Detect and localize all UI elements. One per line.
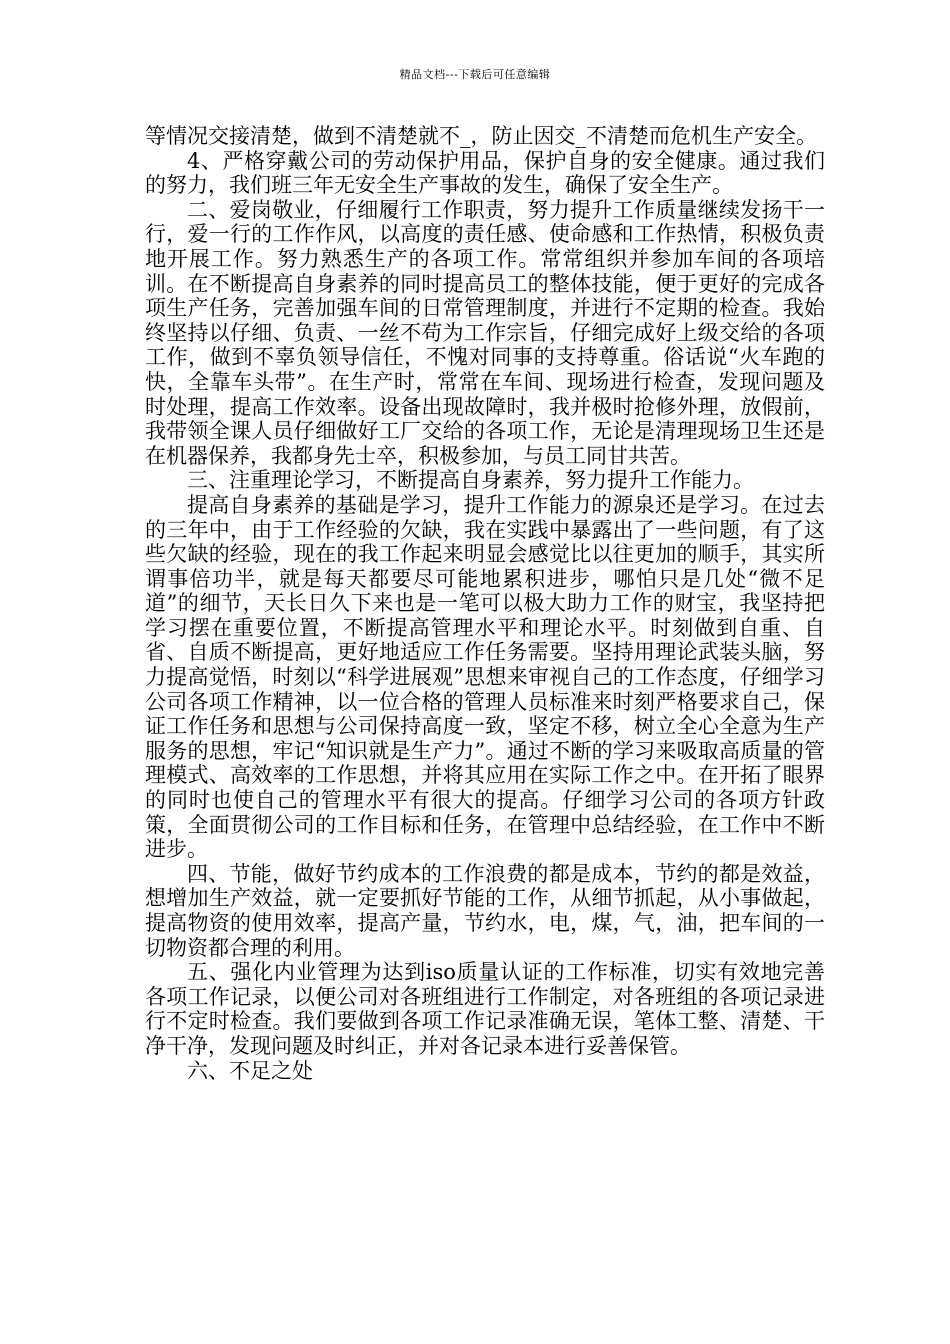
paragraph-section-2: 二、爱岗敬业，仔细履行工作职责，努力提升工作质量继续发扬干一行，爱一行的工作作风，以高度的责任感、使命感和工作热情，积极负责地开展工作。努力熟悉生产的各项工作。常常组织并参加车间的各项培训。在不断提高自身素养的同时提高员工的整体技能，便于更好的完成各项生产任务，完善加强车间的日常管理制度，并进行不定期的检查。我始终坚持以仔细、负责、一丝不苟为工作宗旨，仔细完成好上级交给的各项工作，做到不辜负领导信任，不愧对同事的支持尊重。俗话说“火车跑的快，全靠车头带”。在生产时，常常在车间、现场进行检查，发现问题及时处理，提高工作效率。设备出现故障时，我并极时抢修外理，放假前，我带领全课人员仔细做好工厂交给的各项工作，无论是清理现场卫生还是在机器保养，我都身先士卒，积极参加，与员工同甘共苦。 — [145, 197, 825, 468]
page-header: 精品文档---下载后可任意编辑 — [399, 68, 551, 81]
paragraph-section-4: 四、节能，做好节约成本的工作浪费的都是成本，节约的都是效益，想增加生产效益，就一定要抓好节能的工作，从细节抓起，从小事做起，提高物资的使用效率，提高产量，节约水，电，煤，气，油，把车间的一切物资都合理的利用。 — [145, 861, 825, 960]
paragraph-section-5: 五、强化内业管理为达到iso质量认证的工作标准，切实有效地完善各项工作记录，以便公司对各班组进行工作制定，对各班组的各项记录进行不定时检查。我们要做到各项工作记录准确无误，笔体工整、清楚、干净干净，发现问题及时纠正，并对各记录本进行妥善保管。 — [145, 960, 825, 1058]
paragraph-section-6-heading: 六、不足之处 — [187, 1058, 313, 1083]
paragraph-item-4: 4、严格穿戴公司的劳动保护用品，保护自身的安全健康。通过我们的努力，我们班三年无安全生产事故的发生，确保了安全生产。 — [145, 148, 825, 198]
paragraph-section-3-body: 提高自身素养的基础是学习，提升工作能力的源泉还是学习。在过去的三年中，由于工作经验的欠缺，我在实践中暴露出了一些问题，有了这些欠缺的经验，现在的我工作起来明显会感觉比以往更加的顺手，其实所谓事倍功半，就是每天都要尽可能地累积进步，哪怕只是几处“微不足道”的细节，天长日久下来也是一笔可以极大助力工作的财宝，我坚持把学习摆在重要位置，不断提高管理水平和理论水平。时刻做到自重、自省、自质不断提高，更好地适应工作任务需要。坚持用理论武装头脑，努力提高觉悟，时刻以“科学进展观”思想来审视自己的工作态度，仔细学习公司各项工作精神，以一位合格的管理人员标准来时刻严格要求自己，保证工作任务和思想与公司保持高度一致，坚定不移，树立全心全意为生产服务的思想，牢记“知识就是生产力”。通过不断的学习来吸取高质量的管理模式、高效率的工作思想，并将其应用在实际工作之中。在开拓了眼界的同时也使自己的管理水平有很大的提高。仔细学习公司的各项方针政策，全面贯彻公司的工作目标和任务，在管理中总结经验，在工作中不断进步。 — [145, 492, 825, 862]
paragraph-section-3-heading: 三、注重理论学习，不断提高自身素养，努力提升工作能力。 — [187, 468, 754, 493]
document-body — [145, 124, 825, 1083]
paragraph-continuation: 等情况交接清楚，做到不清楚就不_，防止因交_不清楚而危机生产安全。 — [145, 124, 817, 148]
